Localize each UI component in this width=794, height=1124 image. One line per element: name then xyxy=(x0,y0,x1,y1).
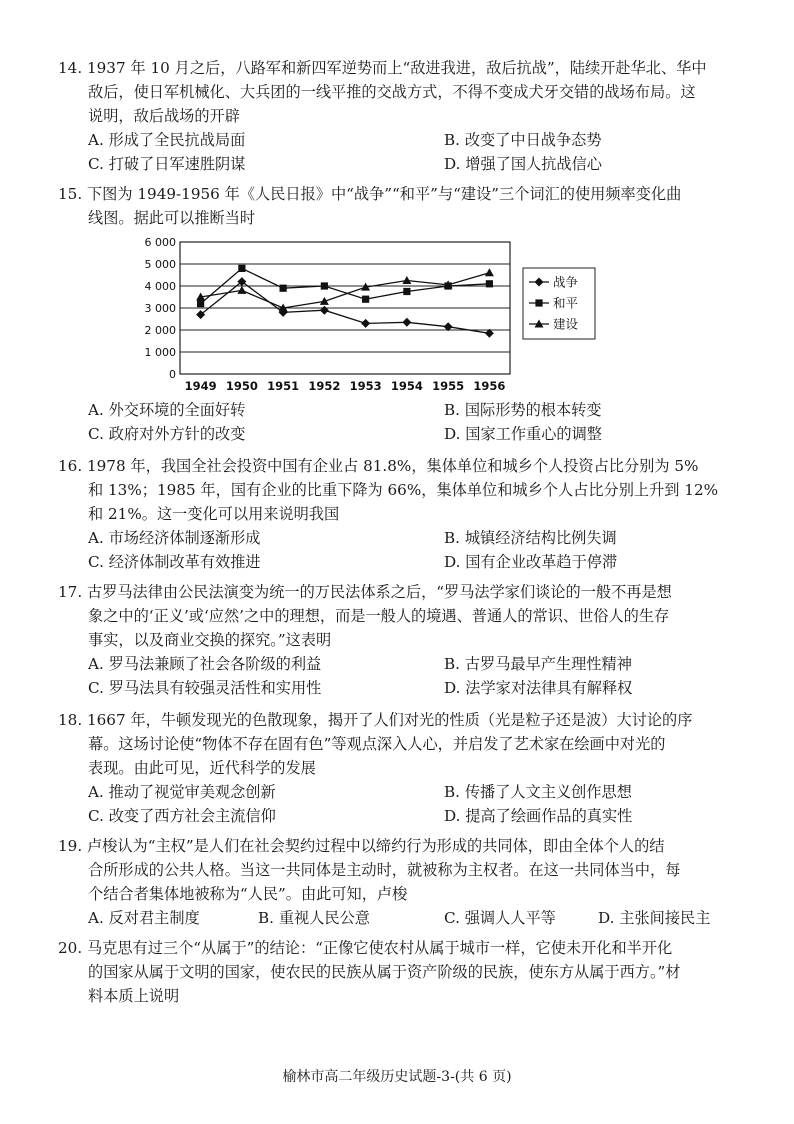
option-a[interactable]: A. 推动了视觉审美观念创新 xyxy=(88,783,276,801)
question-15-options-row-2 xyxy=(58,422,758,446)
option-a[interactable]: A. 形成了全民抗战局面 xyxy=(88,131,246,149)
data-point-square xyxy=(197,300,204,307)
question-16-line-3: 和 21%。这一变化可以用来说明我国 xyxy=(88,505,340,523)
question-15-line-1: 15. 下图为 1949-1956 年《人民日报》中“战争”“和平”与“建设”三个词汇的使用频率变化曲 xyxy=(58,185,682,203)
question-16 xyxy=(58,454,758,574)
option-b[interactable]: B. 改变了中日战争态势 xyxy=(444,131,602,149)
option-b[interactable]: B. 古罗马最早产生理性精神 xyxy=(444,655,632,673)
legend-label: 战争 xyxy=(553,274,579,290)
question-19-options-row xyxy=(58,906,758,930)
y-tick-label: 2 000 xyxy=(144,324,176,337)
question-18-line-1: 18. 1667 年，牛顿发现光的色散现象，揭开了人们对光的性质（光是粒子还是波）大讨论的序 xyxy=(58,711,693,729)
question-19 xyxy=(58,834,758,930)
data-point-triangle xyxy=(237,286,246,294)
data-point-square xyxy=(321,282,328,289)
option-d[interactable]: D. 提高了绘画作品的真实性 xyxy=(444,807,633,825)
legend-marker-square xyxy=(535,299,542,306)
question-18-options-row-2 xyxy=(58,804,758,828)
option-a[interactable]: A. 市场经济体制逐渐形成 xyxy=(88,529,261,547)
option-c[interactable]: C. 打破了日军速胜阴谋 xyxy=(88,155,246,173)
y-tick-label: 3 000 xyxy=(144,302,176,315)
word-frequency-line-chart xyxy=(140,232,620,402)
legend-label: 和平 xyxy=(553,295,579,311)
option-b[interactable]: B. 国际形势的根本转变 xyxy=(444,401,602,419)
data-point-triangle xyxy=(402,276,411,284)
data-point-triangle xyxy=(485,268,494,276)
question-19-line-2: 合所形成的公共人格。当这一共同体是主动时，就被称为主权者。在这一共同体当中，每 xyxy=(88,861,681,879)
option-c[interactable]: C. 政府对外方针的改变 xyxy=(88,425,246,443)
question-18-line-3: 表现。由此可见，近代科学的发展 xyxy=(88,759,316,777)
x-tick-label: 1950 xyxy=(225,379,258,393)
data-point-square xyxy=(238,265,245,272)
y-tick-label: 6 000 xyxy=(144,236,176,249)
question-15 xyxy=(58,182,758,230)
question-15-options-row-1 xyxy=(58,398,758,422)
question-20-line-2: 的国家从属于文明的国家，使农民的民族从属于资产阶级的民族，使东方从属于西方。”材 xyxy=(88,963,681,981)
option-d[interactable]: D. 增强了国人抗战信心 xyxy=(444,155,602,173)
question-14-line-2: 敌后，使日军机械化、大兵团的一线平推的交战方式，不得不变成犬牙交错的战场布局。这 xyxy=(88,83,696,101)
option-c[interactable]: C. 经济体制改革有效推进 xyxy=(88,553,261,571)
option-a[interactable]: A. 反对君主制度 xyxy=(88,909,200,927)
legend-label: 建设 xyxy=(553,316,579,332)
data-point-diamond xyxy=(402,318,411,327)
question-16-line-1: 16. 1978 年，我国全社会投资中国有企业占 81.8%，集体单位和城乡个人投资占比分别为 5% xyxy=(58,457,699,475)
x-tick-label: 1953 xyxy=(349,379,382,393)
option-b[interactable]: B. 重视人民公意 xyxy=(258,909,370,927)
question-19-line-3: 个结合者集体地被称为“人民”。由此可知，卢梭 xyxy=(88,885,408,903)
question-20-line-1: 20. 马克思有过三个“从属于”的结论：“正像它使农村从属于城市一样，它使未开化和半开化 xyxy=(58,939,673,957)
y-tick-label: 0 xyxy=(169,368,176,381)
question-18 xyxy=(58,708,758,828)
option-c[interactable]: C. 罗马法具有较强灵活性和实用性 xyxy=(88,679,322,697)
option-d[interactable]: D. 国有企业改革趋于停滞 xyxy=(444,553,618,571)
option-d[interactable]: D. 法学家对法律具有解释权 xyxy=(444,679,633,697)
x-tick-label: 1955 xyxy=(432,379,465,393)
question-14-line-1: 14. 1937 年 10 月之后，八路军和新四军逆势而上“敌进我进，敌后抗战”，陆续开赴华北、华中 xyxy=(58,59,707,77)
option-d[interactable]: D. 国家工作重心的调整 xyxy=(444,425,602,443)
question-15-line-2: 线图。据此可以推断当时 xyxy=(88,209,256,227)
question-16-options-row-2 xyxy=(58,550,758,574)
question-15-options xyxy=(58,398,758,446)
x-tick-label: 1952 xyxy=(308,379,341,393)
y-tick-label: 5 000 xyxy=(144,258,176,271)
data-point-square xyxy=(280,285,287,292)
question-14-options-row-2 xyxy=(58,152,758,176)
y-tick-label: 4 000 xyxy=(144,280,176,293)
question-17 xyxy=(58,580,758,700)
question-16-line-2: 和 13%；1985 年，国有企业的比重下降为 66%，集体单位和城乡个人占比分别上升到 12% xyxy=(88,481,719,499)
question-18-options-row-1 xyxy=(58,780,758,804)
x-tick-label: 1951 xyxy=(267,379,300,393)
question-20-line-3: 料本质上说明 xyxy=(88,987,180,1005)
question-16-options-row-1 xyxy=(58,526,758,550)
x-tick-label: 1956 xyxy=(473,379,506,393)
question-17-line-2: 象之中的‘正义’或‘应然’之中的理想，而是一般人的境遇、普通人的常识、世俗人的生存 xyxy=(88,607,670,625)
question-20 xyxy=(58,936,758,1008)
data-point-square xyxy=(362,296,369,303)
question-17-options-row-2 xyxy=(58,676,758,700)
page-footer: 榆林市高二年级历史试题-3-(共 6 页) xyxy=(282,1069,512,1085)
data-point-diamond xyxy=(320,306,329,315)
question-19-line-1: 19. 卢梭认为“主权”是人们在社会契约过程中以缔约行为形成的共同体，即由全体个人的结 xyxy=(58,837,665,855)
option-b[interactable]: B. 城镇经济结构比例失调 xyxy=(444,529,617,547)
data-point-square xyxy=(403,288,410,295)
y-tick-label: 1 000 xyxy=(144,346,176,359)
option-c[interactable]: C. 改变了西方社会主流信仰 xyxy=(88,807,276,825)
option-a[interactable]: A. 罗马法兼顾了社会各阶级的利益 xyxy=(88,655,322,673)
option-d[interactable]: D. 主张间接民主 xyxy=(598,909,711,927)
option-c[interactable]: C. 强调人人平等 xyxy=(444,909,556,927)
question-17-line-3: 事实，以及商业交换的探究。”这表明 xyxy=(88,631,332,649)
question-14 xyxy=(58,56,758,176)
question-17-options-row-1 xyxy=(58,652,758,676)
question-17-line-1: 17. 古罗马法律由公民法演变为统一的万民法体系之后，“罗马法学家们谈论的一般不再是想 xyxy=(58,583,672,601)
question-18-line-2: 幕。这场讨论使“物体不存在固有色”等观点深入人心，并启发了艺术家在绘画中对光的 xyxy=(88,735,666,753)
x-tick-label: 1949 xyxy=(184,379,217,393)
x-tick-label: 1954 xyxy=(390,379,423,393)
option-a[interactable]: A. 外交环境的全面好转 xyxy=(88,401,246,419)
question-14-line-3: 说明，敌后战场的开辟 xyxy=(88,107,240,125)
data-point-diamond xyxy=(361,319,370,328)
option-b[interactable]: B. 传播了人文主义创作思想 xyxy=(444,783,632,801)
data-point-square xyxy=(486,280,493,287)
question-14-options-row-1 xyxy=(58,128,758,152)
